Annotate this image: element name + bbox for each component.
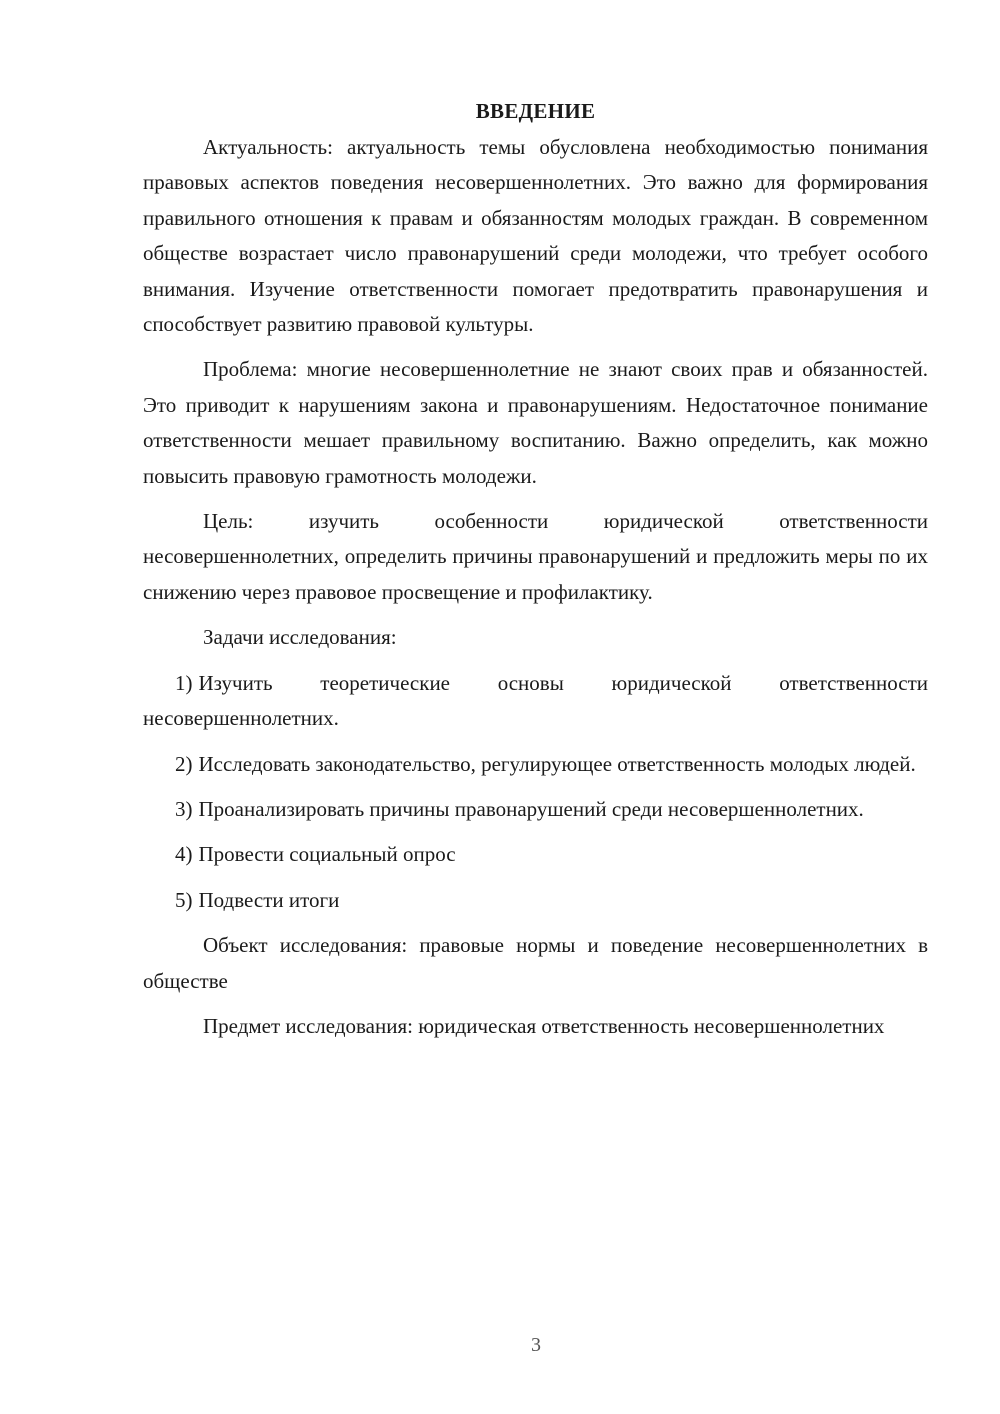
relevance-paragraph: Актуальность: актуальность темы обусловлена необходимостью понимания правовых аспектов поведения несовершеннолетних. Это важно для формирования правильного отношения к правам и обязанностям молодых граждан. В современном обществе возрастает число правонарушений среди молодежи, что требует особого внимания. Изучение ответственности помогает предотвратить правонарушения и способствует развитию правовой культуры. <box>143 135 928 337</box>
task-item-4 <box>143 837 928 872</box>
page-number: 3 <box>531 1334 541 1356</box>
subject-paragraph: Предмет исследования: юридическая ответственность несовершеннолетних <box>203 1013 885 1038</box>
task-item-3 <box>143 792 928 827</box>
task-item-2 <box>143 747 928 782</box>
document-page <box>143 96 928 1054</box>
task-text: Проанализировать причины правонарушений среди несовершеннолетних. <box>198 796 864 821</box>
task-text: Провести социальный опрос <box>198 842 456 867</box>
task-number: 4) <box>175 842 193 867</box>
task-text: Изучить теоретические основы юридической ответственности несовершеннолетних. <box>143 670 928 731</box>
task-number: 5) <box>175 887 193 912</box>
task-number: 2) <box>175 751 193 776</box>
task-item-5 <box>143 883 928 918</box>
problem-paragraph: Проблема: многие несовершеннолетние не знают своих прав и обязанностей. Это приводит к нарушениям закона и правонарушениям. Недостаточное понимание ответственности мешает правильному воспитанию. Важно определить, как можно повысить правовую грамотность молодежи. <box>143 357 928 488</box>
task-number: 1) <box>175 670 193 695</box>
task-text: Исследовать законодательство, регулирующее ответственность молодых людей. <box>198 751 916 776</box>
goal-paragraph: Цель: изучить особенности юридической ответственности несовершеннолетних, определить причины правонарушений и предложить меры по их снижению через правовое просвещение и профилактику. <box>143 509 928 604</box>
task-number: 3) <box>175 796 193 821</box>
task-item-1 <box>143 666 928 737</box>
object-paragraph: Объект исследования: правовые нормы и поведение несовершеннолетних в обществе <box>143 933 928 993</box>
section-title: ВВЕДЕНИЕ <box>475 99 596 123</box>
tasks-heading: Задачи исследования: <box>203 625 397 650</box>
task-text: Подвести итоги <box>198 887 340 912</box>
